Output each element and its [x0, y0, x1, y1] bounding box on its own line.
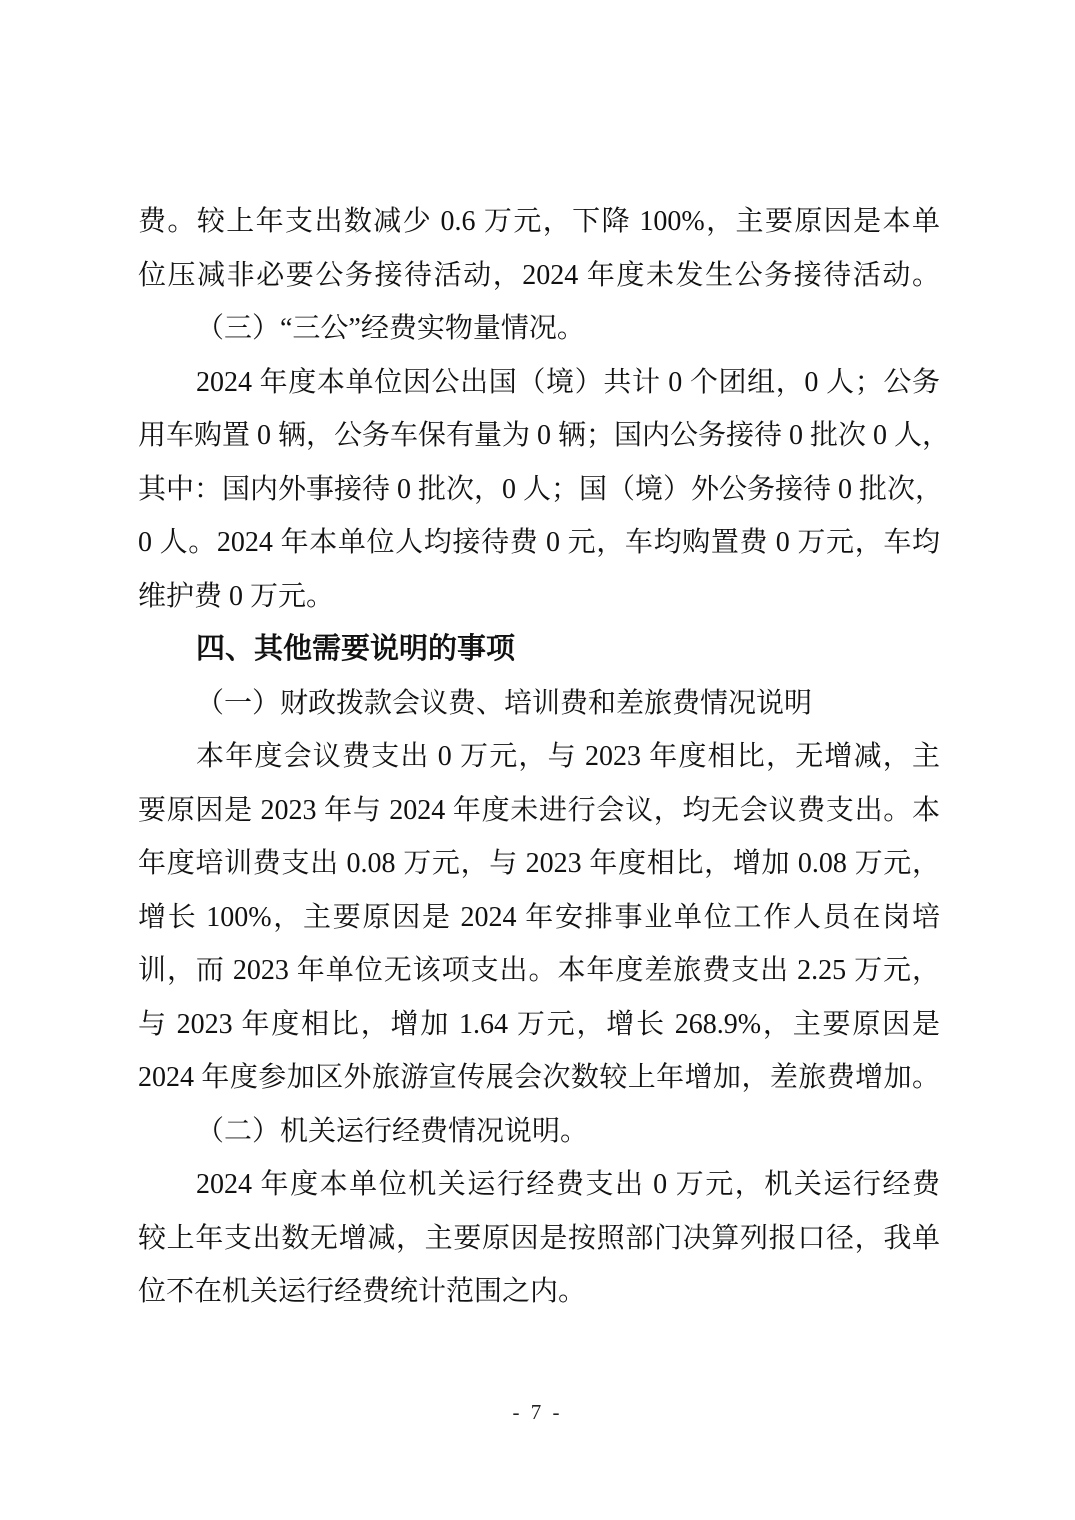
- text-line: 用车购置 0 辆，公务车保有量为 0 辆；国内公务接待 0 批次 0 人，: [138, 420, 951, 451]
- text-line: 训，而 2023 年单位无该项支出。本年度差旅费支出 2.25 万元，: [138, 955, 940, 986]
- text-line: 0 人。2024 年本单位人均接待费 0 元，车均购置费 0 万元，车均: [138, 527, 940, 558]
- page-number: - 7 -: [512, 1400, 563, 1424]
- text-line: 2024 年度本单位机关运行经费支出 0 万元，机关运行经费: [196, 1169, 940, 1200]
- text-line: 维护费 0 万元。: [138, 580, 335, 612]
- text-line: 2024 年度本单位因公出国（境）共计 0 个团组，0 人；公务: [196, 366, 940, 398]
- text-line: 较上年支出数无增减，主要原因是按照部门决算列报口径，我单: [138, 1222, 940, 1254]
- document-body: [138, 195, 951, 1319]
- subsection-title: （二）机关运行经费情况说明。: [196, 1115, 589, 1147]
- text-line: 位不在机关运行经费统计范围之内。: [138, 1276, 587, 1307]
- text-line: 其中：国内外事接待 0 批次，0 人；国（境）外公务接待 0 批次，: [138, 473, 944, 505]
- section-heading: 四、其他需要说明的事项: [196, 633, 516, 665]
- subsection-title: （三）“三公”经费实物量情况。: [196, 313, 585, 344]
- text-line: 位压减非必要公务接待活动，2024 年度未发生公务接待活动。: [138, 259, 940, 291]
- text-line: 年度培训费支出 0.08 万元，与 2023 年度相比，增加 0.08 万元，: [138, 848, 940, 879]
- subsection-title: （一）财政拨款会议费、培训费和差旅费情况说明: [196, 687, 813, 719]
- text-line: 要原因是 2023 年与 2024 年度未进行会议，均无会议费支出。本: [138, 794, 940, 826]
- text-line: 本年度会议费支出 0 万元，与 2023 年度相比，无增减，主: [196, 741, 940, 772]
- text-line: 增长 100%，主要原因是 2024 年安排事业单位工作人员在岗培: [138, 901, 940, 933]
- text-line: 费。较上年支出数减少 0.6 万元，下降 100%，主要原因是本单: [138, 206, 940, 237]
- text-line: 与 2023 年度相比，增加 1.64 万元，增长 268.9%，主要原因是: [138, 1008, 940, 1040]
- text-line: 2024 年度参加区外旅游宣传展会次数较上年增加，差旅费增加。: [138, 1062, 940, 1093]
